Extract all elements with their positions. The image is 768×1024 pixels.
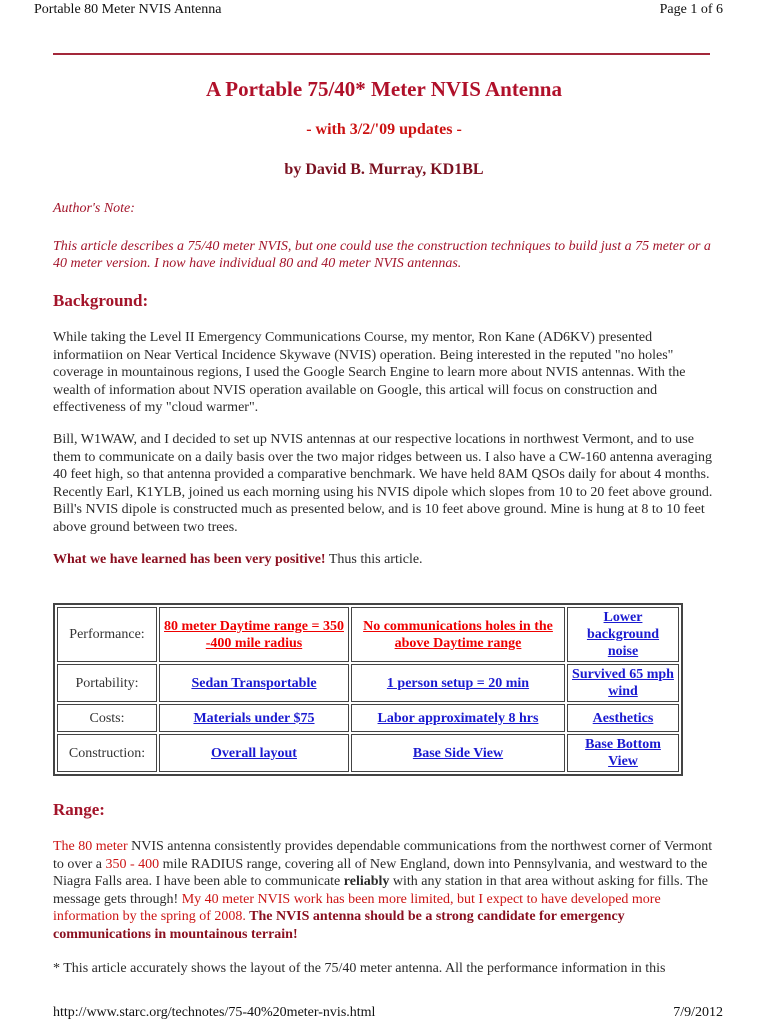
author-note-text: This article describes a 75/40 meter NVIS, but one could use the construction techniques to build just a 75 meter or a 40 meter version. I now have individual 80 and 40 meter NVIS antennas. [53,239,711,271]
footnote: * This article accurately shows the layout of the 75/40 meter antenna. All the performance information in this [53,961,666,976]
link-daytime-range[interactable]: 80 meter Daytime range = 350 -400 mile radius [159,607,349,662]
link-overall-layout[interactable]: Overall layout [159,734,349,772]
range-text-reliably: reliably [343,874,390,889]
positive-statement-rest: Thus this article. [325,552,423,567]
header-document-title: Portable 80 Meter NVIS Antenna [34,2,222,17]
link-base-bottom-view[interactable]: Base Bottom View [567,734,679,772]
author-note-heading: Author's Note: [53,201,135,216]
link-survived-wind[interactable]: Survived 65 mph wind [567,664,679,702]
background-heading: Background: [53,291,149,310]
link-no-communication-holes[interactable]: No communications holes in the above Daytime range [351,607,565,662]
background-paragraph-1: While taking the Level II Emergency Communications Course, my mentor, Ron Kane (AD6KV) presented informatiion on Near Vertical Incidence Skywave (NVIS) operation. Being interested in the reputed "no holes" coverage in mountainous regions, I used the Google Search Engine to learn more about NVIS antennas. With the wealth of information about NVIS operation available on Google, this artical will focus on construction and effectiveness of my "cloud warmer". [53,330,686,415]
row-label-portability: Portability: [57,664,157,702]
table-row [57,734,679,772]
range-text: mile RADIUS range, covering all of New England, down into Pennsylvania, and westward to the Niagra Falls area. I have been able to communicate [53,856,708,889]
link-sedan-transportable[interactable]: Sedan Transportable [159,664,349,702]
table-row [57,704,679,732]
footer-date: 7/9/2012 [673,1005,723,1020]
title-divider [53,53,710,55]
range-text-40m: My 40 meter NVIS work has been more limited, but I expect to have developed more information by the spring of 2008. [53,891,661,924]
range-text: with any station in that area without asking for fills. The message gets through! [53,874,708,907]
range-paragraph [53,838,719,943]
range-text-80m: The 80 meter [53,839,128,854]
article-byline: by David B. Murray, KD1BL [284,161,484,178]
link-materials-cost[interactable]: Materials under $75 [159,704,349,732]
link-labor[interactable]: Labor approximately 8 hrs [351,704,565,732]
row-label-costs: Costs: [57,704,157,732]
range-heading: Range: [53,800,105,819]
link-aesthetics[interactable]: Aesthetics [567,704,679,732]
article-subtitle: - with 3/2/'09 updates - [306,121,462,138]
background-paragraph-3 [53,551,719,569]
link-base-side-view[interactable]: Base Side View [351,734,565,772]
link-lower-background-noise[interactable]: Lower background noise [567,607,679,662]
table-row [57,664,679,702]
background-paragraph-2: Bill, W1WAW, and I decided to set up NVIS antennas at our respective locations in northwest Vermont, and to use them to communicate on a daily basis over the two major ridges between us. I also have a CW-160 antenna averaging 40 feet high, so that antenna provided a comparative benchmark. We have held 8AM QSOs daily for about 4 months. Recently Earl, K1YLB, joined us each morning using his NVIS dipole which slopes from 10 to 20 feet above ground. Bill's NVIS dipole is constructed much as presented below, and is 10 feet above ground. Mine is hung at 8 to 10 feet above ground between two trees. [53,432,713,535]
link-one-person-setup[interactable]: 1 person setup = 20 min [351,664,565,702]
positive-statement: What we have learned has been very positive! [53,552,326,567]
row-label-performance: Performance: [57,607,157,662]
row-label-construction: Construction: [57,734,157,772]
range-text: NVIS antenna consistently provides dependable communications from the northwest corner of Vermont to over a [53,839,713,872]
performance-table [53,603,683,776]
article-title: A Portable 75/40* Meter NVIS Antenna [205,77,562,101]
table-row [57,607,679,662]
header-page-number: Page 1 of 6 [659,2,723,17]
footer-url[interactable]: http://www.starc.org/technotes/75-40%20meter-nvis.html [53,1005,376,1020]
range-text-conclusion: The NVIS antenna should be a strong candidate for emergency communications in mountainous terrain! [53,909,625,942]
range-text-radius: 350 - 400 [105,856,160,872]
